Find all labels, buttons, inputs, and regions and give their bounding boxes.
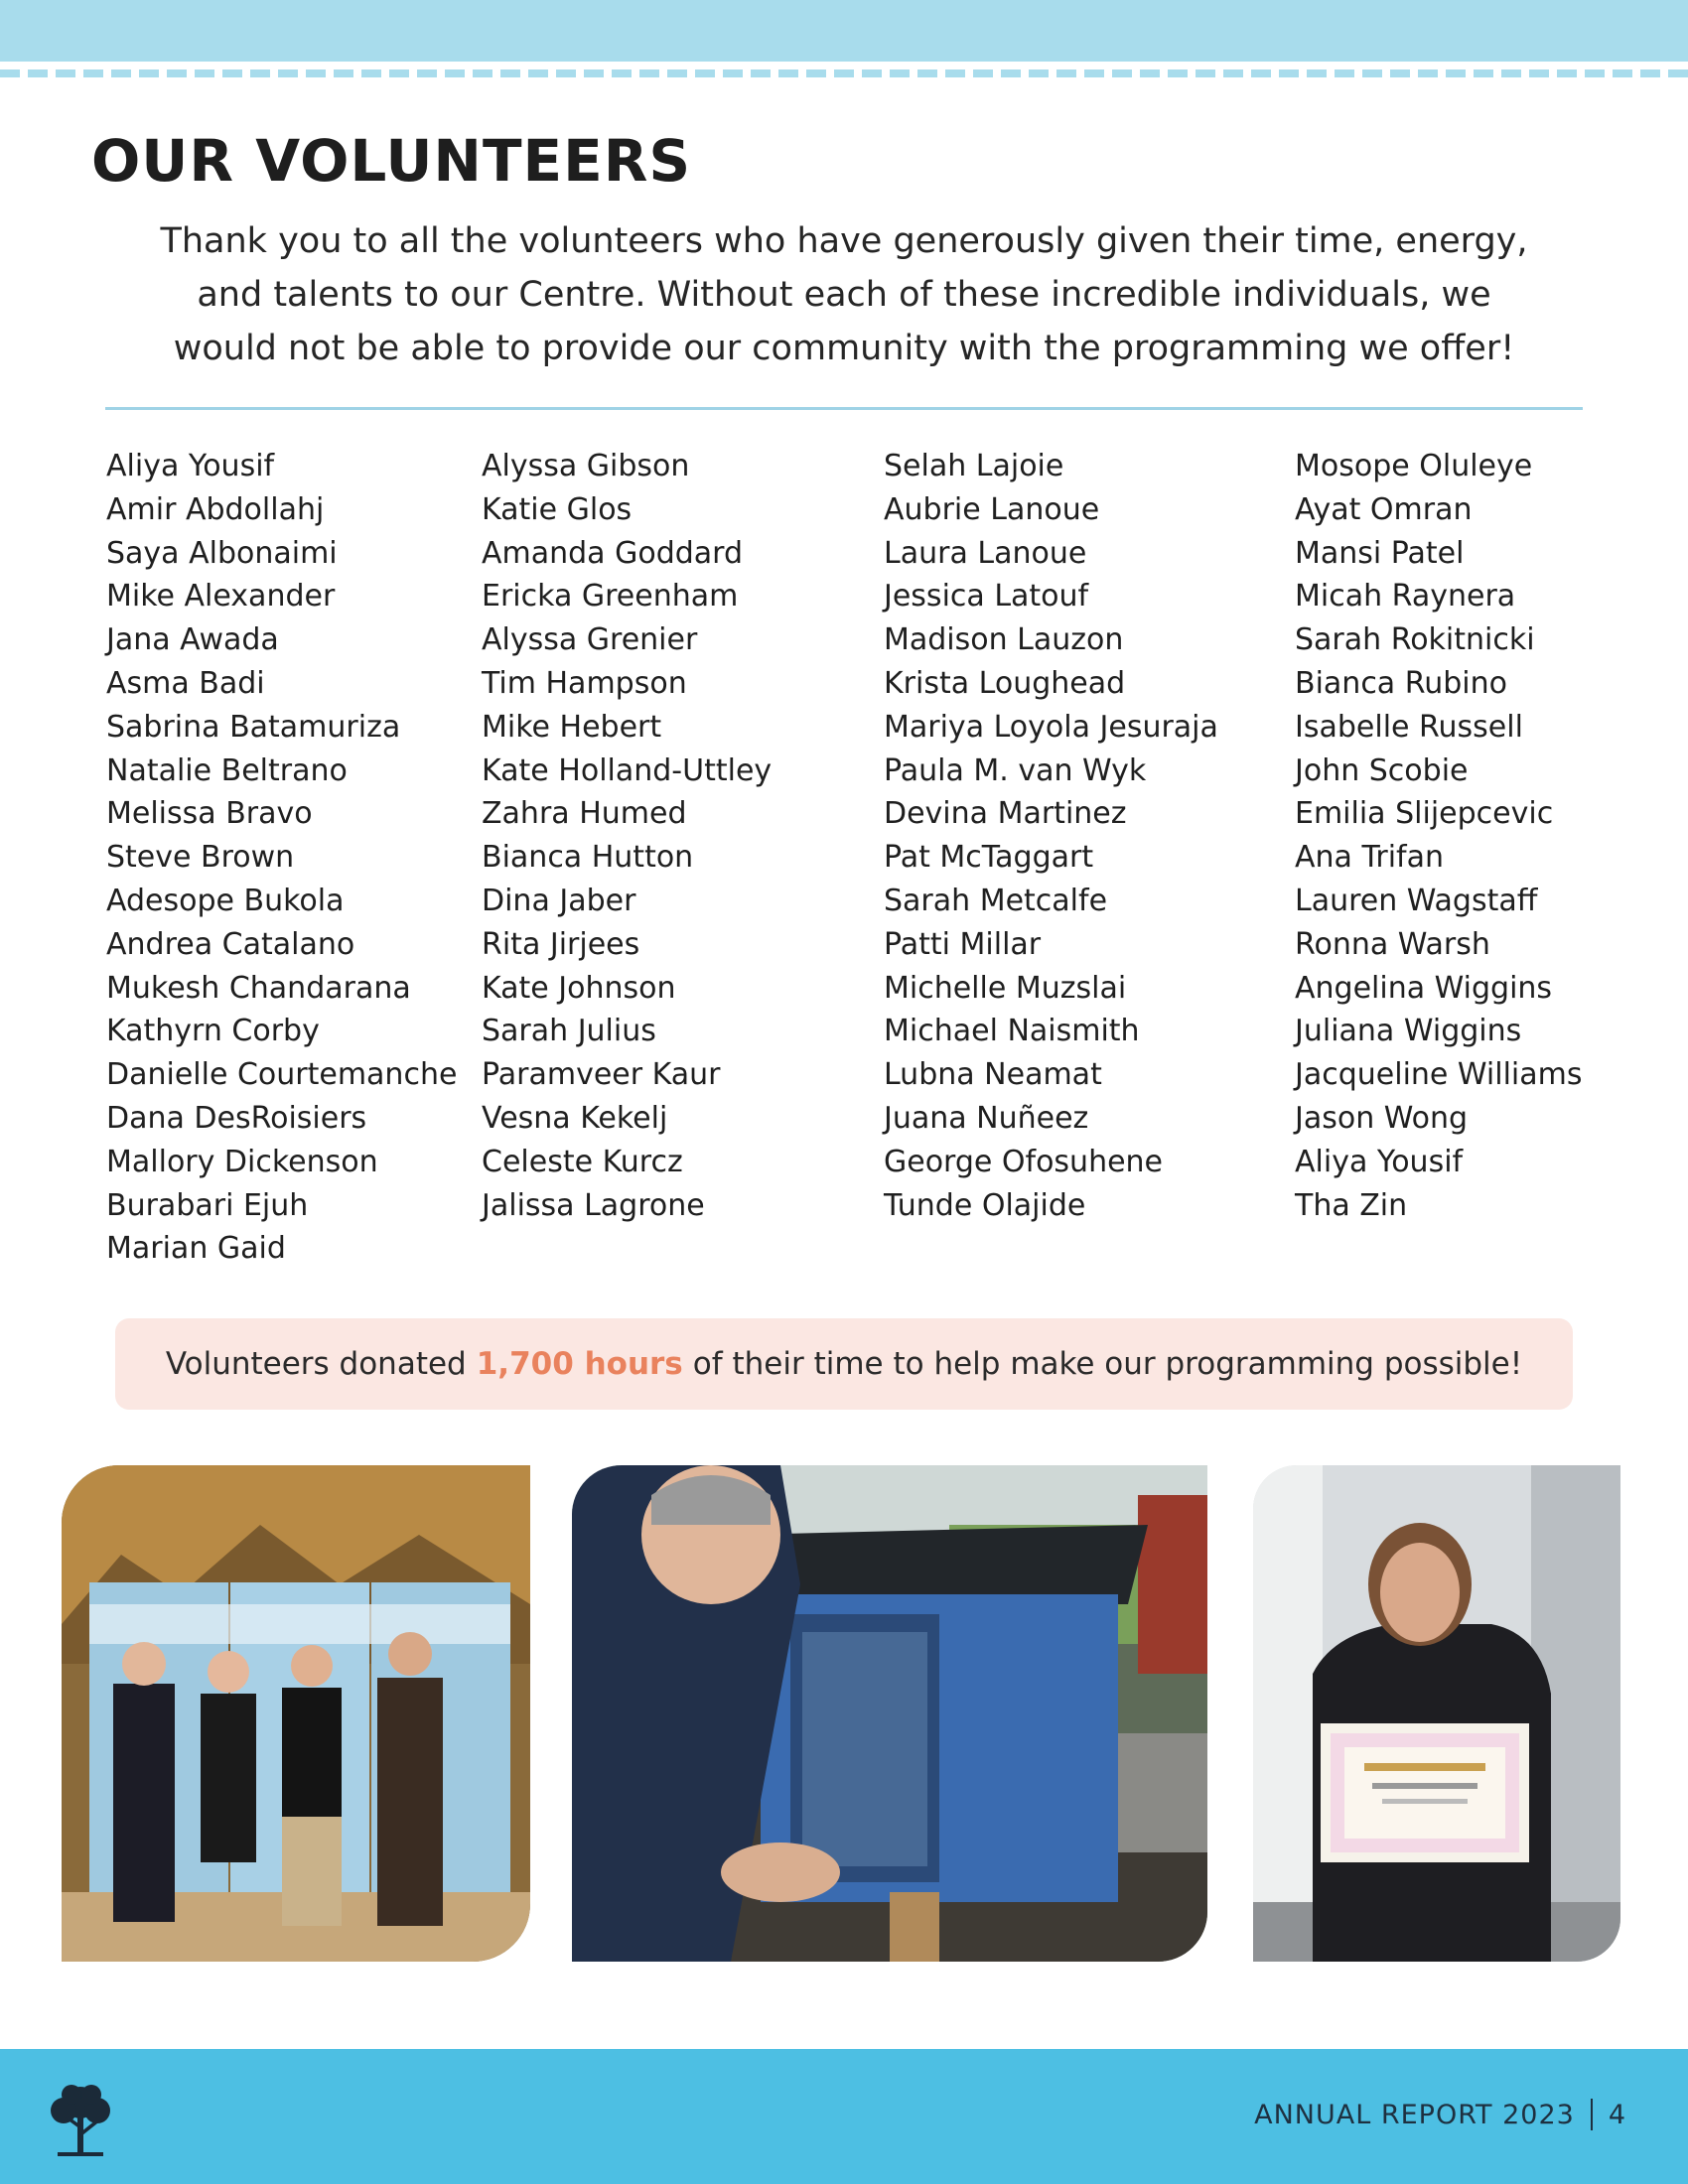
intro-line: and talents to our Centre. Without each of these incredible individuals, we: [197, 275, 1491, 315]
volunteer-name: Ericka Greenham: [482, 579, 739, 614]
volunteer-name: Michelle Muzslai: [884, 970, 1127, 1006]
volunteer-name: Lauren Wagstaff: [1295, 883, 1538, 918]
divider: [105, 407, 1583, 410]
callout-prefix: Volunteers donated: [165, 1346, 467, 1382]
report-title: ANNUAL REPORT 2023: [1254, 2099, 1575, 2130]
volunteer-name: Marian Gaid: [106, 1231, 286, 1267]
volunteer-name: Bianca Hutton: [482, 840, 694, 876]
intro-line: would not be able to provide our community with the programming we offer!: [173, 329, 1515, 368]
volunteer-name: Katie Glos: [482, 491, 633, 527]
volunteer-name: Sarah Rokitnicki: [1295, 622, 1535, 658]
award-ceremony-photo: [62, 1465, 530, 1962]
volunteer-name: Melissa Bravo: [106, 796, 313, 832]
volunteer-name: Dana DesRoisiers: [106, 1100, 367, 1136]
volunteer-name: Angelina Wiggins: [1295, 970, 1553, 1006]
volunteer-name: Ronna Warsh: [1295, 926, 1490, 962]
volunteer-name: Tim Hampson: [482, 665, 687, 701]
volunteer-name: Burabari Ejuh: [106, 1187, 309, 1223]
callout-highlight: 1,700 hours: [476, 1346, 683, 1382]
volunteer-name: Mariya Loyola Jesuraja: [884, 709, 1218, 745]
volunteer-name: Steve Brown: [106, 840, 295, 876]
volunteer-name: Jason Wong: [1295, 1100, 1469, 1136]
volunteer-name: Lubna Neamat: [884, 1057, 1102, 1093]
volunteer-name: Selah Lajoie: [884, 449, 1064, 483]
volunteer-name: Mike Hebert: [482, 709, 662, 745]
tree-icon: [36, 2075, 125, 2164]
volunteer-name: Andrea Catalano: [106, 926, 355, 962]
volunteer-name: Amanda Goddard: [482, 535, 744, 571]
volunteer-name: Rita Jirjees: [482, 926, 640, 962]
volunteer-name: Mosope Oluleye: [1295, 449, 1533, 483]
volunteer-name: Jacqueline Williams: [1295, 1057, 1583, 1093]
volunteer-name: Alyssa Grenier: [482, 622, 698, 658]
page-number: 4: [1608, 2099, 1626, 2130]
volunteer-column-4: [1295, 445, 1583, 1227]
top-dashed-border: [0, 69, 1688, 77]
page-title: OUR VOLUNTEERS: [91, 127, 692, 195]
volunteer-name: Saya Albonaimi: [106, 535, 338, 571]
volunteer-name: Danielle Courtemanche: [106, 1057, 458, 1093]
volunteer-name: Mukesh Chandarana: [106, 970, 411, 1006]
volunteer-name: John Scobie: [1295, 752, 1469, 788]
volunteer-name: Aubrie Lanoue: [884, 491, 1100, 527]
volunteer-name: Kate Johnson: [482, 970, 676, 1006]
volunteer-name: Tha Zin: [1295, 1187, 1408, 1223]
volunteer-name: Laura Lanoue: [884, 535, 1087, 571]
volunteer-name: Jana Awada: [106, 622, 279, 658]
volunteer-name: Mansi Patel: [1295, 535, 1465, 571]
volunteer-name: Aliya Yousif: [106, 449, 275, 483]
volunteer-name: Asma Badi: [106, 665, 265, 701]
volunteer-name: Vesna Kekelj: [482, 1100, 668, 1136]
volunteer-name: Natalie Beltrano: [106, 752, 348, 788]
volunteer-name: Sarah Julius: [482, 1014, 656, 1049]
volunteer-name: Alyssa Gibson: [482, 449, 690, 483]
volunteer-name: Krista Loughead: [884, 665, 1126, 701]
volunteer-name: Kathyrn Corby: [106, 1014, 320, 1049]
volunteer-name: Ayat Omran: [1295, 491, 1473, 527]
top-band: [0, 0, 1688, 62]
volunteer-name: Paula M. van Wyk: [884, 752, 1147, 788]
intro-paragraph: [109, 214, 1579, 375]
volunteer-name: Patti Millar: [884, 926, 1042, 962]
volunteer-name: Isabelle Russell: [1295, 709, 1523, 745]
volunteer-name: Celeste Kurcz: [482, 1144, 683, 1179]
volunteer-name: Devina Martinez: [884, 796, 1127, 832]
volunteer-name: Michael Naismith: [884, 1014, 1140, 1049]
volunteer-name: Pat McTaggart: [884, 840, 1094, 876]
volunteer-name: Sarah Metcalfe: [884, 883, 1108, 918]
volunteer-column-3: [884, 445, 1218, 1227]
little-library-photo: [572, 1465, 1207, 1962]
volunteer-name: Tunde Olajide: [884, 1187, 1086, 1223]
volunteer-name: Kate Holland-Uttley: [482, 752, 773, 788]
volunteer-name: Mallory Dickenson: [106, 1144, 378, 1179]
volunteer-name: Paramveer Kaur: [482, 1057, 721, 1093]
volunteer-column-2: [482, 445, 772, 1227]
volunteer-name: George Ofosuhene: [884, 1144, 1164, 1179]
volunteer-name: Emilia Slijepcevic: [1295, 796, 1554, 832]
volunteer-name: Aliya Yousif: [1295, 1144, 1464, 1179]
volunteer-name: Bianca Rubino: [1295, 665, 1507, 701]
intro-line: Thank you to all the volunteers who have generously given their time, energy,: [160, 221, 1528, 261]
volunteer-name: Jessica Latouf: [884, 579, 1089, 614]
volunteer-name: Adesope Bukola: [106, 883, 345, 918]
volunteer-name: Jalissa Lagrone: [482, 1187, 705, 1223]
volunteer-column-1: [106, 445, 457, 1271]
volunteer-name: Amir Abdollahj: [106, 491, 325, 527]
certificate-photo: [1253, 1465, 1620, 1962]
callout-suffix: of their time to help make our programming possible!: [692, 1346, 1523, 1382]
volunteer-name: Juliana Wiggins: [1295, 1014, 1522, 1049]
volunteer-name: Mike Alexander: [106, 579, 336, 614]
volunteer-name: Ana Trifan: [1295, 840, 1444, 876]
volunteer-name: Juana Nuñeez: [884, 1100, 1089, 1136]
volunteer-name: Madison Lauzon: [884, 622, 1124, 658]
volunteer-name: Dina Jaber: [482, 883, 636, 918]
footer-report-label: [1254, 2099, 1626, 2130]
hours-callout: [115, 1318, 1573, 1410]
volunteer-name: Zahra Humed: [482, 796, 687, 832]
volunteer-name: Micah Raynera: [1295, 579, 1516, 614]
volunteer-name: Sabrina Batamuriza: [106, 709, 401, 745]
footer-separator: [1591, 2099, 1593, 2130]
